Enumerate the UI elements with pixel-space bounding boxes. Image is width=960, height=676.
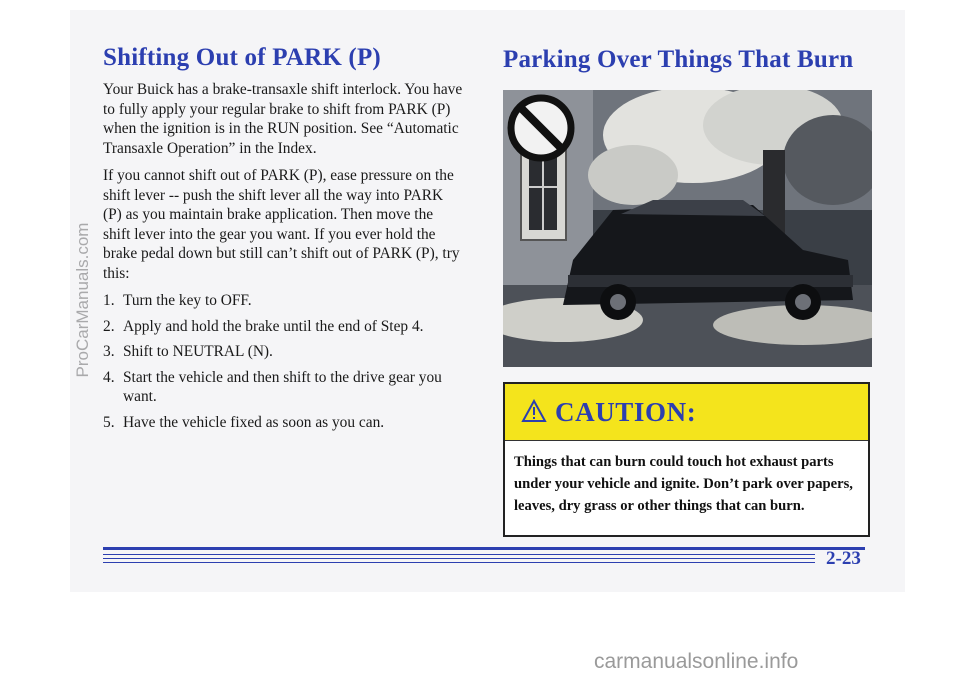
caution-text: Things that can burn could touch hot exhaust parts under your vehicle and ignite. Don’t park over papers, leaves, dry grass or other things that can burn. [514, 454, 853, 514]
paragraph-cannot-shift: If you cannot shift out of PARK (P), ease pressure on the shift lever -- push the shift lever all the way into PARK (P) as you maintain brake application. Then move the shift lever into the gear you want. If you ever hold the brake pedal down but still can’t shift out of PARK (P), try this: [103, 167, 460, 282]
step-text: Shift to NEUTRAL (N). [123, 343, 273, 360]
section-heading-shifting: Shifting Out of PARK (P) [103, 44, 381, 71]
step-text: Turn the key to OFF. [123, 292, 252, 309]
side-watermark: ProCarManuals.com [73, 222, 92, 378]
step-number: 5. [103, 413, 115, 431]
page-number: 2-23 [826, 548, 861, 569]
step-text: Apply and hold the brake until the end of Step 4. [123, 317, 424, 335]
bottom-watermark: carmanualsonline.info [594, 650, 799, 673]
step-number: 2. [103, 317, 115, 335]
step-number: 4. [103, 368, 115, 386]
step-text: Have the vehicle fixed as soon as you can. [123, 413, 385, 431]
step-number: 1. [103, 292, 115, 309]
step-text: Start the vehicle and then shift to the drive gear you want. [123, 368, 442, 405]
step-number: 3. [103, 343, 115, 360]
section-heading-parking: Parking Over Things That Burn [503, 46, 854, 73]
paragraph-interlock: Your Buick has a brake-transaxle shift interlock. You have to fully apply your regular brake to shift from PARK (P) when the ignition is in the RUN position. See “Automatic Transaxle Operation” in the Index. [103, 81, 463, 157]
caution-title: CAUTION: [555, 397, 697, 427]
